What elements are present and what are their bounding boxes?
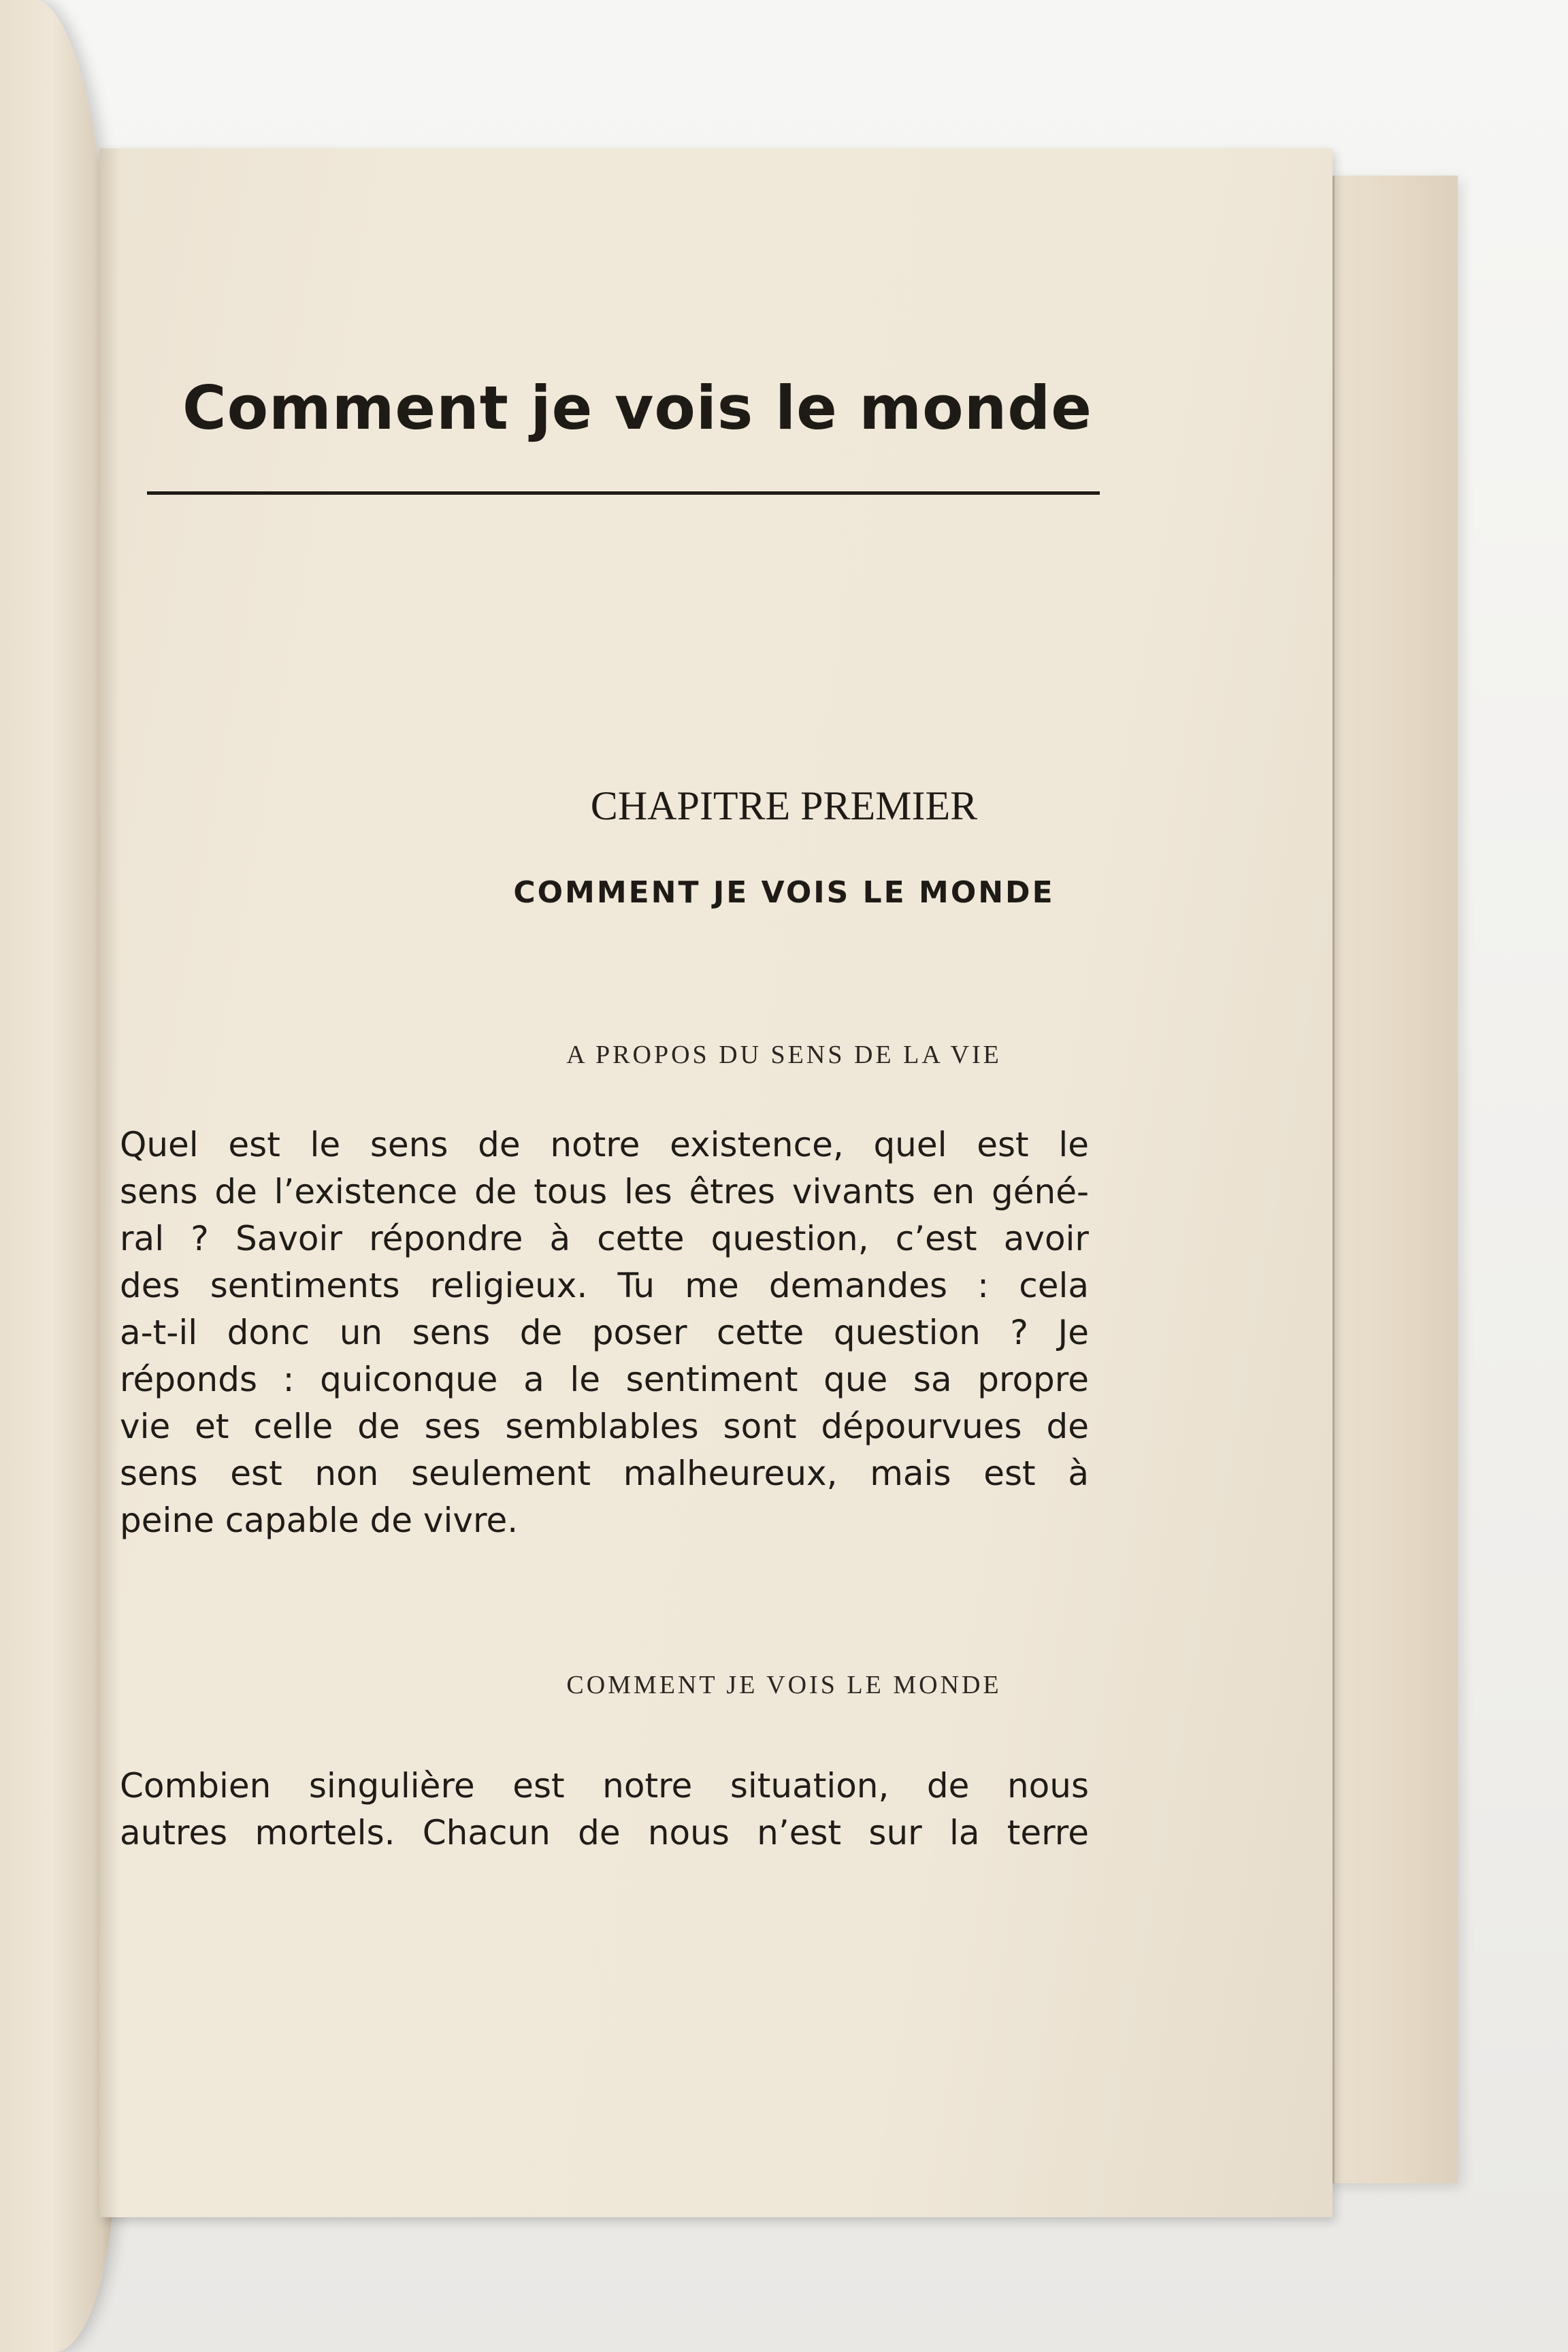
text-line: ral ? Savoir répondre à cette question, c’est avoir <box>120 1219 1089 1258</box>
chapter-number: CHAPITRE PREMIER <box>590 783 978 828</box>
text-line: peine capable de vivre. <box>120 1501 519 1540</box>
paragraph-sens-de-la-vie <box>120 1122 1089 1544</box>
text-line: autres mortels. Chacun de nous n’est sur la terre <box>120 1813 1089 1852</box>
text-line: Combien singulière est notre situation, de nous <box>120 1766 1089 1806</box>
paragraph-comment-je-vois <box>120 1763 1089 1857</box>
text-line: vie et celle de ses semblables sont dépourvues de <box>120 1407 1089 1446</box>
title-rule <box>147 491 1100 495</box>
book-title: Comment je vois le monde <box>182 373 1092 443</box>
text-line: des sentiments religieux. Tu me demandes : cela <box>120 1266 1089 1305</box>
text-line: Quel est le sens de notre existence, quel est le <box>120 1125 1089 1164</box>
text-line: a-t-il donc un sens de poser cette question ? Je <box>120 1313 1089 1352</box>
text-line: sens est non seulement malheureux, mais est à <box>120 1454 1089 1493</box>
section-heading-sens-de-la-vie: A PROPOS DU SENS DE LA VIE <box>566 1041 1002 1069</box>
text-line: sens de l’existence de tous les êtres vivants en géné- <box>120 1172 1089 1211</box>
text-line: réponds : quiconque a le sentiment que sa propre <box>120 1360 1089 1399</box>
section-heading-comment-je-vois: COMMENT JE VOIS LE MONDE <box>566 1671 1002 1699</box>
chapter-title: COMMENT JE VOIS LE MONDE <box>513 875 1055 910</box>
facing-page-edge <box>0 0 116 2352</box>
gutter-shadow <box>99 148 120 2217</box>
page-block-seam <box>1333 176 1335 2183</box>
